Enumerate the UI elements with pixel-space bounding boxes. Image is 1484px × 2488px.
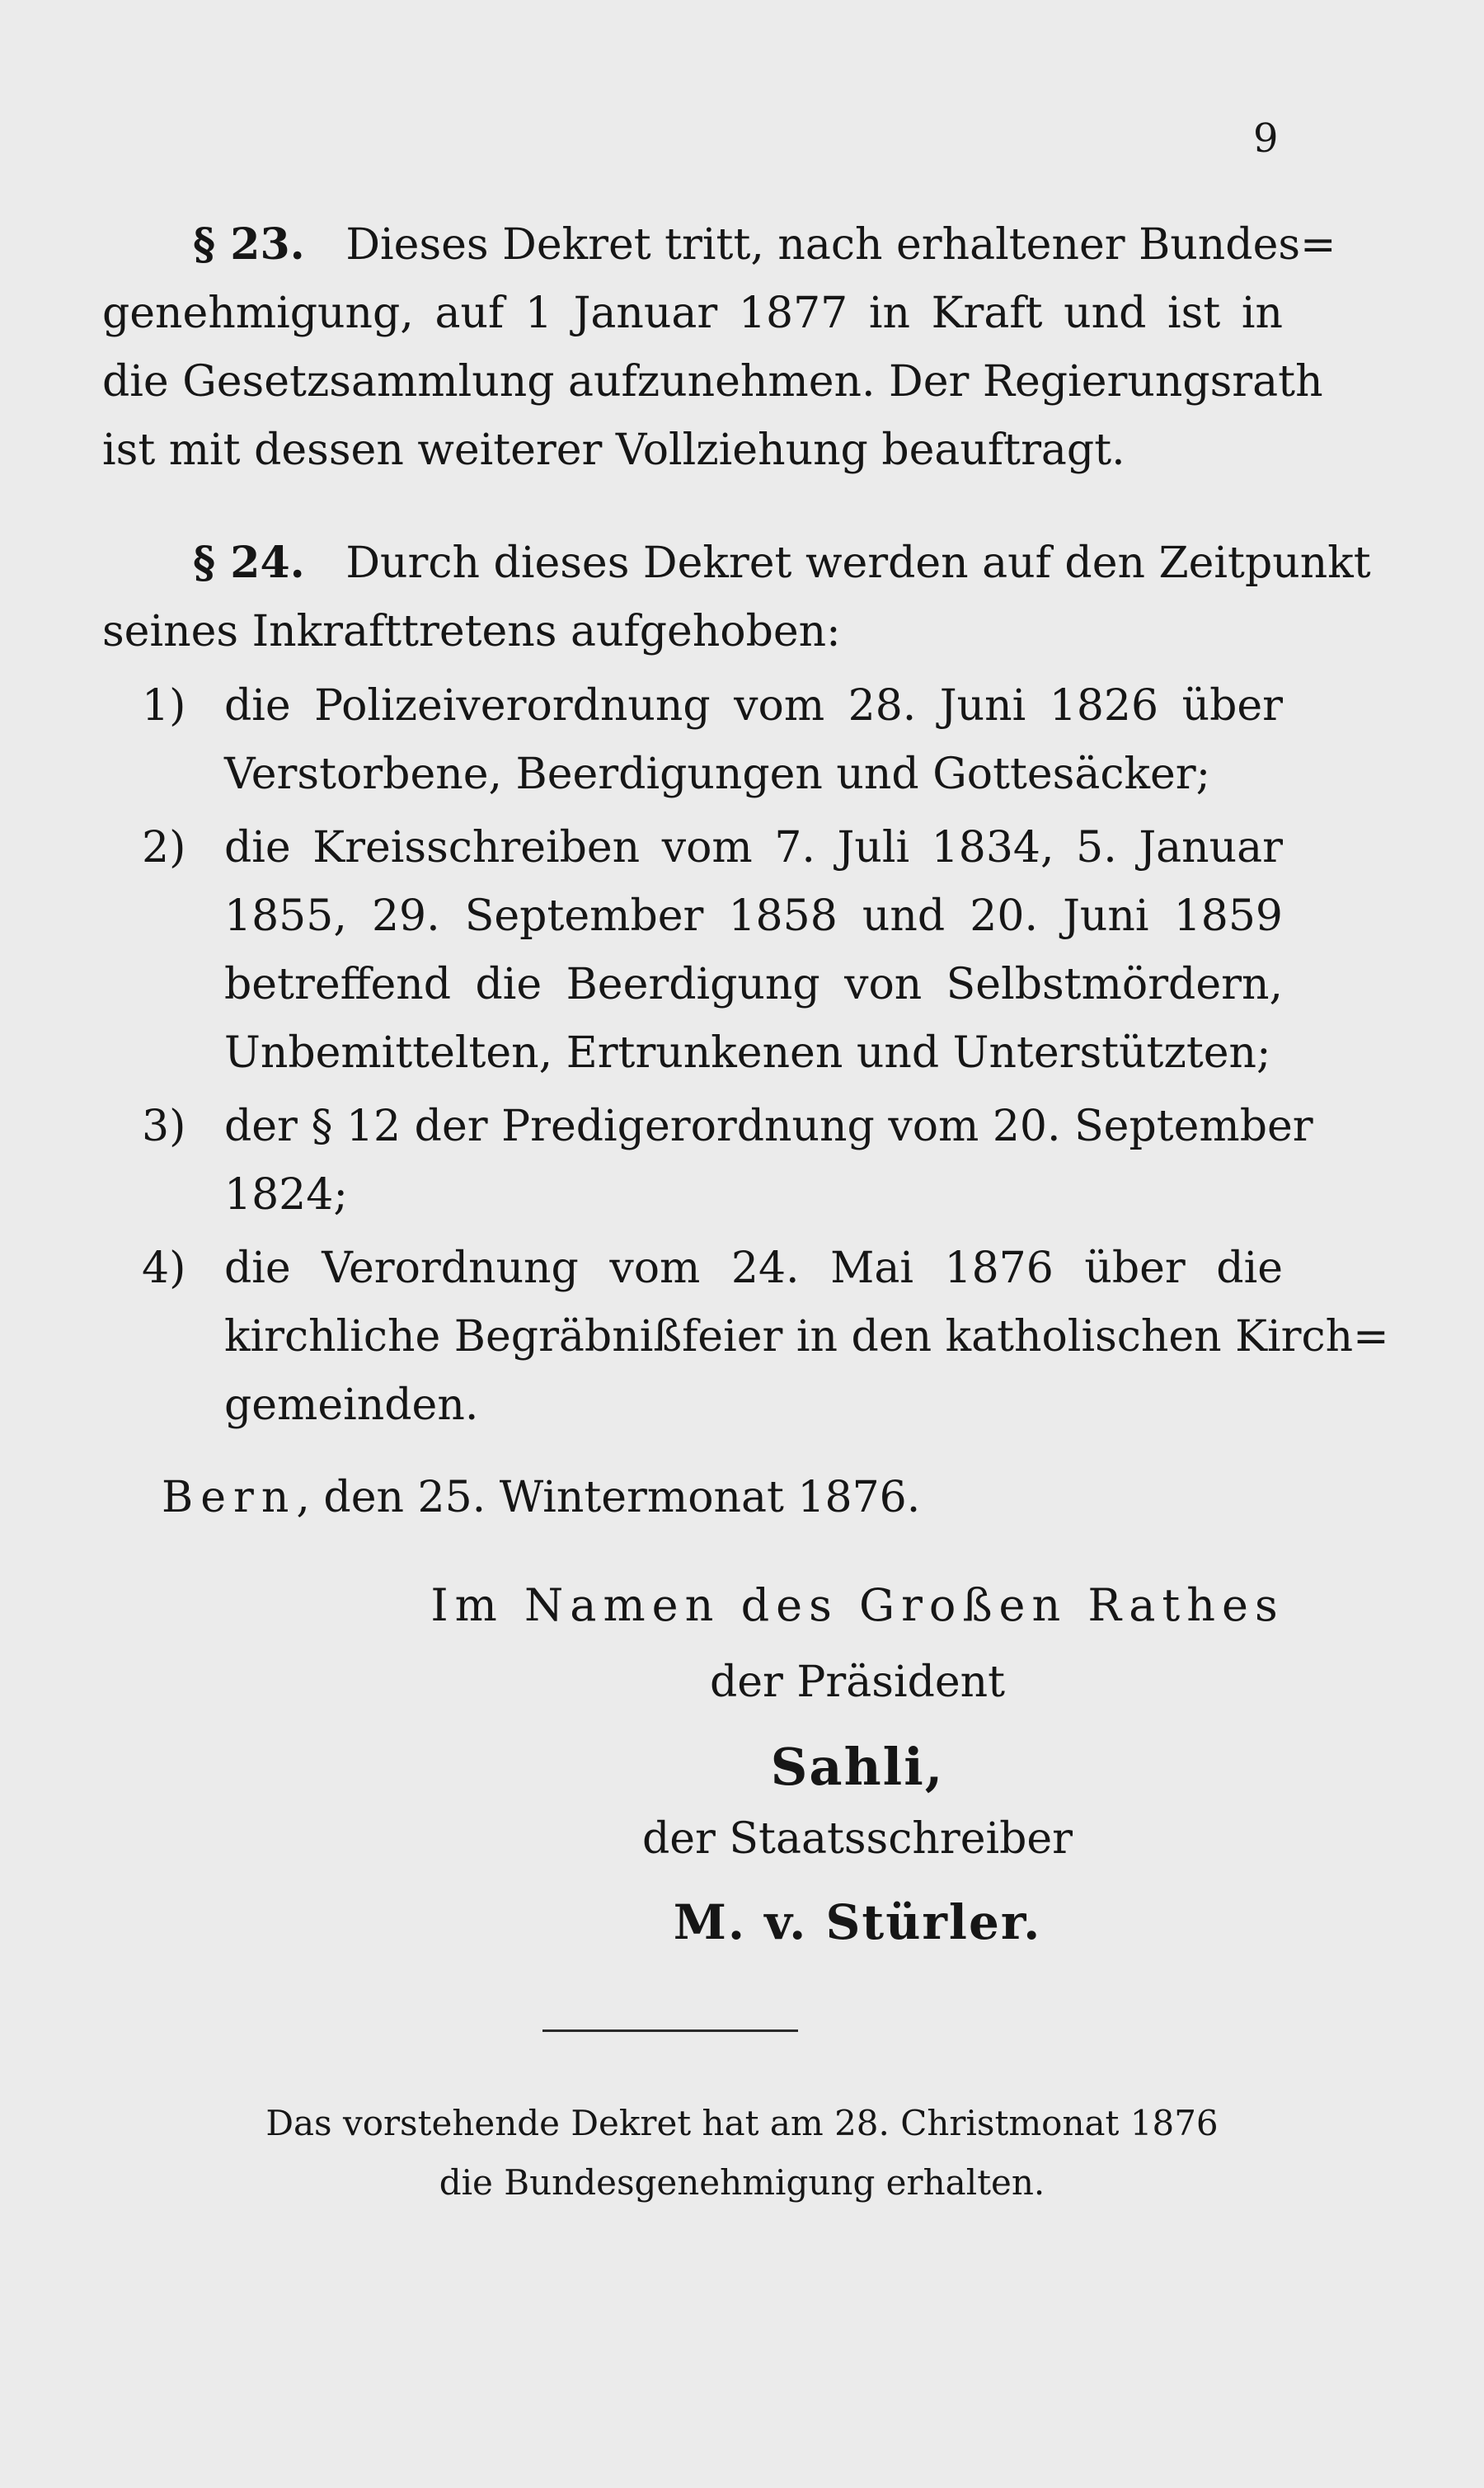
repealed-items-list [142, 672, 1389, 1445]
signing-date: , den 25. Wintermonat 1876. [296, 1473, 921, 1522]
list-item-line: der § 12 der Predigerordnung vom 20. September [224, 1102, 1313, 1151]
list-item-number: 2) [142, 823, 186, 872]
president-name: Sahli, [770, 1737, 945, 1797]
signing-place-date [162, 1464, 920, 1532]
signature-intro [313, 1579, 1402, 1631]
separator-rule [542, 2029, 798, 2032]
list-item-line: 1824; [224, 1170, 348, 1220]
section-24-text-line: seines Inkrafttretens aufgehoben: [102, 607, 841, 656]
list-item-line: die Kreisschreiben vom 7. Juli 1834, 5. Januar [224, 823, 1283, 872]
list-item-line: betreffend die Beerdigung von Selbstmördern, [224, 960, 1283, 1009]
list-item-line: 1855, 29. September 1858 und 20. Juni 1859 [224, 891, 1283, 941]
signature-intro-text: Im Namen des Großen Rathes [430, 1579, 1284, 1631]
list-item-number: 3) [142, 1102, 186, 1151]
secretary-label: der Staatsschreiber [641, 1814, 1073, 1864]
list-item-line: kirchliche Begräbnißfeier in den katholischen Kirch= [224, 1312, 1389, 1362]
list-item-number: 4) [142, 1244, 186, 1293]
section-24-line-1 [102, 529, 1371, 598]
list-item-line: die Polizeiverordnung vom 28. Juni 1826 über [224, 681, 1283, 731]
president-label: der Präsident [709, 1658, 1006, 1707]
footnote-line-2: die Bundesgenehmigung erhalten. [439, 2162, 1045, 2203]
section-23-paragraph [102, 210, 1336, 485]
list-item-line: Verstorbene, Beerdigungen und Gottesäcker; [224, 750, 1211, 799]
page-number: 9 [1253, 115, 1280, 162]
section-23-text-line: ist mit dessen weiterer Vollziehung beauftragt. [102, 426, 1125, 475]
list-item-line: Unbemittelten, Ertrunkenen und Unterstützten; [224, 1028, 1271, 1078]
secretary-name: M. v. Stürler. [673, 1894, 1042, 1950]
list-item [142, 1093, 1313, 1230]
section-24-text-line: Durch dieses Dekret werden auf den Zeitpunkt [345, 539, 1371, 588]
section-23-text-line: genehmigung, auf 1 Januar 1877 in Kraft und ist in [102, 289, 1283, 338]
section-23-line-1 [102, 210, 1336, 280]
list-item-line: die Verordnung vom 24. Mai 1876 über die [224, 1244, 1283, 1293]
list-item-number: 1) [142, 681, 186, 731]
section-24-paragraph [102, 529, 1371, 666]
footnote-line-1: Das vorstehende Dekret hat am 28. Christmonat 1876 [265, 2103, 1219, 2143]
signing-place: Bern [162, 1473, 297, 1522]
list-item [142, 814, 1283, 1088]
section-24-mark: § 24. [193, 538, 305, 588]
list-item [142, 672, 1283, 809]
list-item [142, 1235, 1389, 1440]
section-23-text-line: Dieses Dekret tritt, nach erhaltener Bundes= [345, 220, 1336, 270]
list-item-line: gemeinden. [224, 1380, 479, 1430]
section-23-mark: § 23. [193, 219, 305, 270]
section-23-text-line: die Gesetzsammlung aufzunehmen. Der Regierungsrath [102, 357, 1323, 407]
